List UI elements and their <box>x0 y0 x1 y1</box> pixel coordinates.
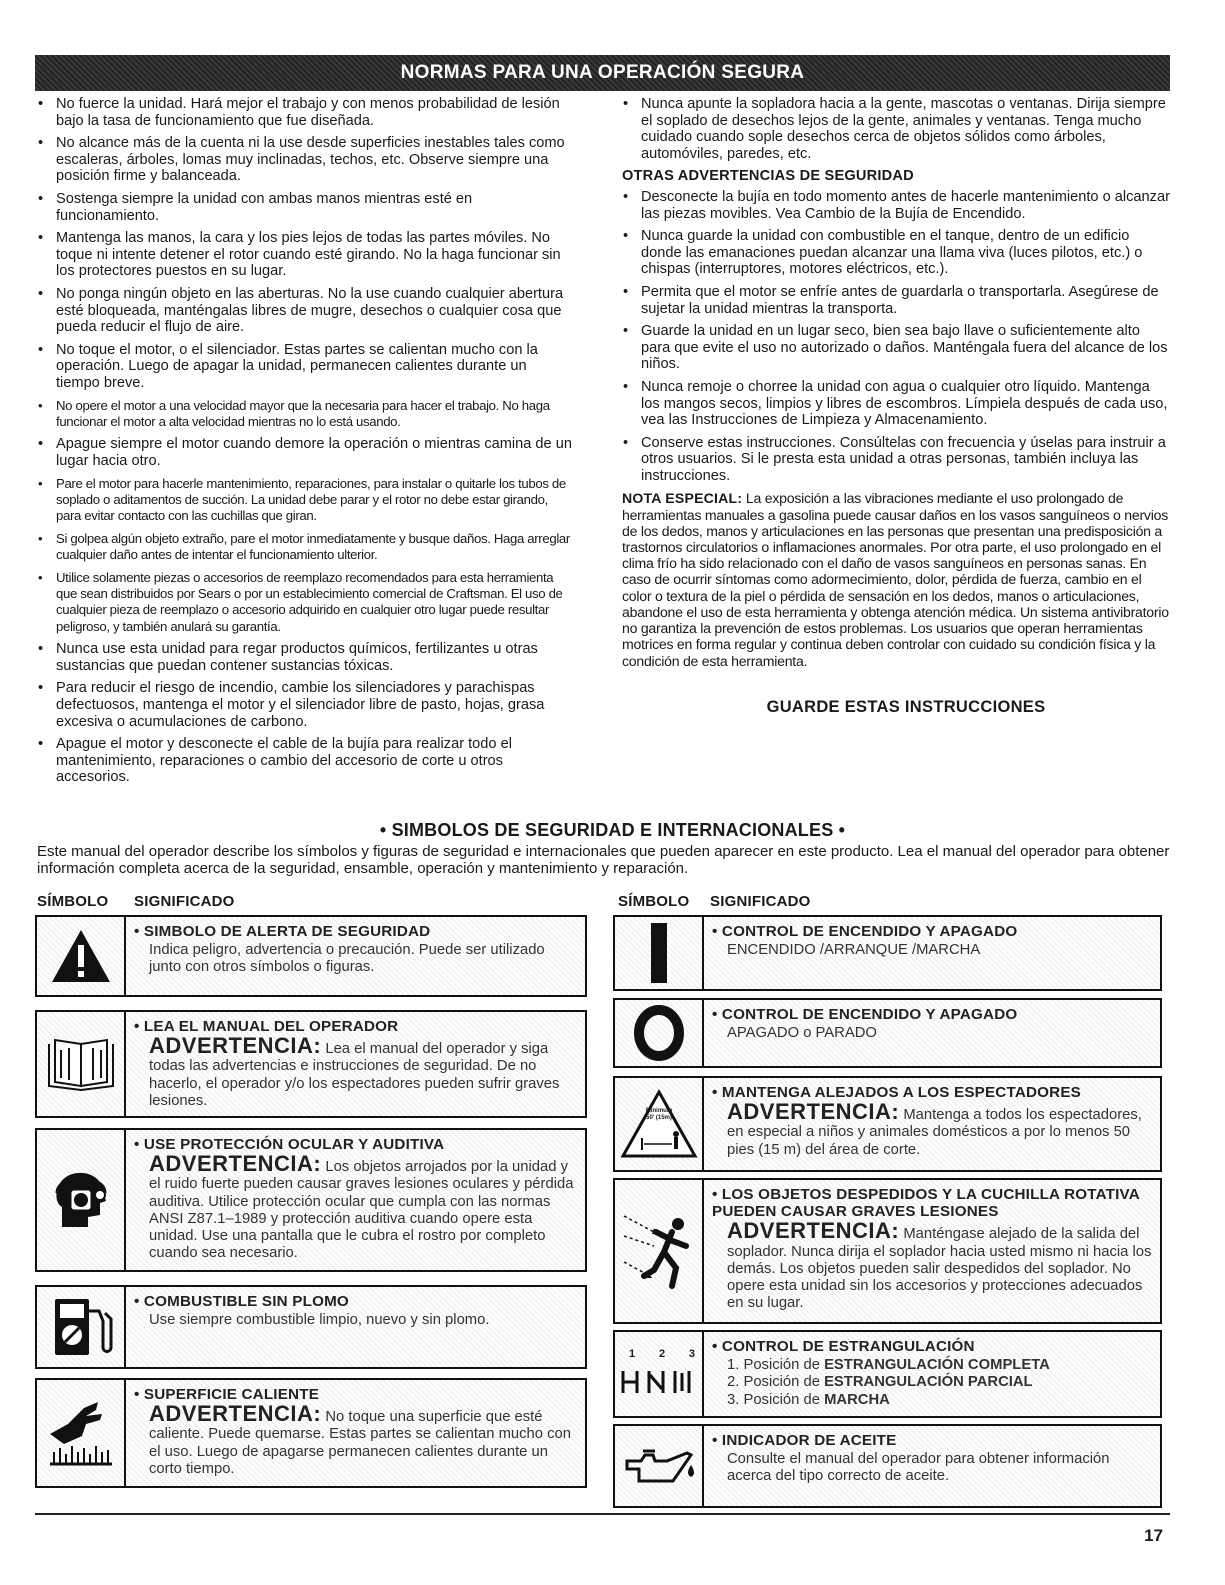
safety-rules-list <box>37 96 572 786</box>
alert-triangle-icon <box>37 917 126 995</box>
oil-can-icon <box>615 1426 704 1506</box>
bottom-divider <box>35 1513 1170 1515</box>
symbol-title: • INDICADOR DE ACEITE <box>712 1432 897 1449</box>
symbol-box-unleaded-fuel <box>35 1285 587 1369</box>
symbol-box-read-manual <box>35 1010 587 1118</box>
list-item: • Conserve estas instrucciones. Consúltelas con frecuencia y úselas para instruir a otros usuarios. Si le presta esta unidad a otras personas, también incluya las instrucciones. <box>622 435 1170 485</box>
on-switch-icon <box>615 917 704 989</box>
list-item: • Para reducir el riesgo de incendio, cambie los silenciadores y parachispas defectuosos, mantenga el motor y el silenciador libre de pasto, hojas, grasa excesiva o acumulaciones de carbono. <box>37 680 572 730</box>
symbols-intro: Este manual del operador describe los símbolos y figuras de seguridad e internacionales que pueden aparecer en este producto. Lea el manual del operador para obtener información completa acerca de la seguridad, ensamble, operación y mantenimiento y reparación. <box>37 843 1170 877</box>
choke-numbers <box>629 1348 695 1360</box>
special-note-label: NOTA ESPECIAL: <box>622 490 743 507</box>
list-item: • Nunca use esta unidad para regar productos químicos, fertilizantes u otras sustancias que puedan contener sustancias tóxicas. <box>37 641 572 674</box>
list-item: • Nunca remoje o chorree la unidad con agua o cualquier otro líquido. Mantenga los mangos secos, limpios y libres de escombros. Límpiela después de cada uso, vea las Instrucciones de Limpieza y Almacenamiento. <box>622 379 1170 429</box>
off-switch-icon <box>615 1000 704 1066</box>
save-instructions-heading: GUARDE ESTAS INSTRUCCIONES <box>766 697 1046 716</box>
symbol-description: No toque una superficie que esté caliente. Puede quemarse. Estas partes se calientan mucho con el uso. Luego de apagarse permanecen calientes durante un corto tiempo. <box>149 1409 571 1477</box>
blower-rules-list <box>622 96 1170 162</box>
list-item: • Nunca apunte la sopladora hacia a la gente, mascotas o ventanas. Dirija siempre el soplado de desechos lejos de la gente, animales y ventanas. Tenga mucho cuidado cuando sople desechos cerca de objetos sólidos como árboles, automóviles, paredes, etc. <box>622 96 1170 162</box>
symbol-description-wrap <box>134 1151 577 1262</box>
choke-position-lines <box>712 1357 1152 1409</box>
choke-line-3 <box>727 1392 1152 1409</box>
warning-label: ADVERTENCIA: <box>149 1033 322 1059</box>
hot-surface-hand-icon <box>37 1380 126 1486</box>
meaning-column-label: SIGNIFICADO <box>134 893 235 910</box>
list-item: • No alcance más de la cuenta ni la use desde superficies inestables tales como escaleras, árboles, lomas muy inclinadas, techos, etc. Observe siempre una posición firme y balanceada. <box>37 135 572 185</box>
symbol-title: • CONTROL DE ENCENDIDO Y APAGADO <box>712 923 1018 940</box>
choke-line-value: ESTRANGULACIÓN COMPLETA <box>824 1357 1050 1374</box>
list-item: • Apague siempre el motor cuando demore la operación o mientras camina de un lugar hacia otro. <box>37 436 572 469</box>
list-item: • Utilice solamente piezas o accesorios de reemplazo recomendados para esta herramienta que sean distribuidos por Sears o por un establecimiento comercial de Craftsman. El uso de cualquier pieza de reemplazo o accesorio adquirido en cualquier otro lugar puede resultar peligroso, y también anulará su garantía. <box>37 570 572 636</box>
symbol-description: APAGADO o PARADO <box>727 1025 877 1042</box>
symbol-title: • MANTENGA ALEJADOS A LOS ESPECTADORES <box>712 1084 1082 1101</box>
list-item: • Mantenga las manos, la cara y los pies lejos de todas las partes móviles. No toque ni intente detener el rotor cuando esté girando. No la haga funcionar sin los protectores puestos en su lugar. <box>37 230 572 280</box>
thrown-objects-icon <box>615 1180 704 1322</box>
choke-line-2 <box>727 1374 1152 1391</box>
choke-line-value: MARCHA <box>824 1391 890 1408</box>
symbol-description-wrap <box>134 1401 577 1478</box>
column-header-left <box>37 893 235 910</box>
choke-number: 1 <box>629 1348 636 1360</box>
column-header-right <box>618 893 811 910</box>
list-item: • Guarde la unidad en un lugar seco, bien sea bajo llave o suficientemente alto para que evite el uso no autorizado o daños. Manténgala fuera del alcance de los niños. <box>622 323 1170 373</box>
symbol-box-on-control <box>613 915 1162 991</box>
meaning-column-label: SIGNIFICADO <box>710 893 811 910</box>
list-item: • Desconecte la bujía en todo momento antes de hacerle mantenimiento o alcanzar las piezas movibles. Vea Cambio de la Bujía de Encendido. <box>622 189 1170 222</box>
symbol-column-label: SÍMBOLO <box>37 893 109 910</box>
otras-heading: OTRAS ADVERTENCIAS DE SEGURIDAD <box>622 168 914 185</box>
choke-line-prefix: 3. Posición de <box>727 1391 825 1408</box>
list-item: • Sostenga siempre la unidad con ambas manos mientras esté en funcionamiento. <box>37 191 572 224</box>
distance-label-line1: Minimum <box>645 1108 673 1114</box>
eye-ear-protection-icon <box>37 1130 126 1270</box>
symbol-description-wrap <box>712 1218 1152 1312</box>
symbol-description: Indica peligro, advertencia o precaución. Puede ser utilizado junto con otros símbolos o figuras. <box>149 942 545 976</box>
symbol-title: • COMBUSTIBLE SIN PLOMO <box>134 1293 349 1310</box>
symbol-box-eye-ear-protection <box>35 1128 587 1272</box>
distance-label-line2: 50' (15m) <box>646 1115 672 1121</box>
choke-positions-icon <box>615 1332 704 1416</box>
right-column <box>622 96 1170 715</box>
symbol-box-oil-indicator <box>613 1424 1162 1508</box>
symbol-title: • LEA EL MANUAL DEL OPERADOR <box>134 1018 399 1035</box>
choke-line-prefix: 1. Posición de <box>727 1357 825 1374</box>
list-item: • Nunca guarde la unidad con combustible en el tanque, dentro de un edificio donde las emanaciones puedan alcanzar una llama viva (luces pilotos, etc.) o chispas (interruptores, motores eléctricos, etc.). <box>622 228 1170 278</box>
symbol-description: Los objetos arrojados por la unidad y el ruido fuerte pueden causar graves lesiones oculares y pérdida auditiva. Utilice protección ocular que cumpla con las normas ANSI Z87.1–1989 y protección auditiva cuando opere esta unidad. Use una pantalla que le cubra el rostro por completo cuando sea necesario. <box>149 1159 574 1262</box>
symbol-description: ENCENDIDO /ARRANQUE /MARCHA <box>727 942 981 959</box>
symbol-title: • LOS OBJETOS DESPEDIDOS Y LA CUCHILLA ROTATIVA PUEDEN CAUSAR GRAVES LESIONES <box>712 1186 1140 1221</box>
symbol-box-keep-bystanders-away <box>613 1076 1162 1172</box>
choke-line-value: ESTRANGULACIÓN PARCIAL <box>824 1374 1033 1391</box>
list-item: • Permita que el motor se enfríe antes de guardarla o transportarla. Asegúrese de sujetar la unidad mientras la transporta. <box>622 284 1170 317</box>
symbol-box-safety-alert <box>35 915 587 997</box>
choke-number: 3 <box>688 1348 695 1360</box>
symbol-description: Consulte el manual del operador para obtener información acerca del tipo correcto de aceite. <box>727 1451 1110 1485</box>
bystander-distance-icon <box>615 1078 704 1170</box>
list-item: • No fuerce la unidad. Hará mejor el trabajo y con menos probabilidad de lesión bajo la tasa de funcionamiento que fue diseñada. <box>37 96 572 129</box>
distance-label <box>639 1108 679 1122</box>
special-note <box>622 490 1170 668</box>
list-item: • Apague el motor y desconecte el cable de la bujía para realizar todo el mantenimiento, reparaciones o cambio del accesorio de corte u otros accesorios. <box>37 736 572 786</box>
page-number: 17 <box>1144 1526 1163 1545</box>
symbol-description: Mantenga a todos los espectadores, en especial a niños y animales domésticos a por lo menos 50 pies (15 m) del área de corte. <box>727 1107 1142 1158</box>
symbol-box-off-control <box>613 998 1162 1068</box>
choke-line-1 <box>727 1357 1152 1374</box>
symbol-column-label: SÍMBOLO <box>618 893 690 910</box>
choke-line-prefix: 2. Posición de <box>727 1374 825 1391</box>
special-note-text: La exposición a las vibraciones mediante el uso prolongado de herramientas manuales a gasolina puede causar daños en los vasos sanguíneos o nervios de los dedos, manos y articulaciones en las personas que presentan una predisposición a trastornos circulatorios o inflamaciones anormales. Por otra parte, el uso prolongado en el clima frío ha sido relacionado con el daño de vasos sanguíneos en personas sanas. En caso de ocurrir síntomas como adormecimiento, dolor, pérdida de fuerza, cambio en el color o textura de la piel o pérdida de sensación en los dedos, manos o articulaciones, abandone el uso de esta herramienta y obtenga atención médica. Un sistema antivibratorio no garantiza la prevención de estos problemas. Los usuarios que operan herramientas motrices en forma regular y continua deben controlar con cuidado su condición física y la condición de esta herramienta. <box>622 490 1169 669</box>
open-book-icon <box>37 1012 126 1116</box>
symbol-title: • CONTROL DE ENCENDIDO Y APAGADO <box>712 1006 1018 1023</box>
symbols-title: • SIMBOLOS DE SEGURIDAD E INTERNACIONALES • <box>379 820 846 840</box>
list-item: • Si golpea algún objeto extraño, pare el motor inmediatamente y busque daños. Haga arreglar cualquier daño antes de intentar el funcionamiento ulterior. <box>37 531 572 564</box>
left-column <box>37 96 572 792</box>
symbol-box-choke-control <box>613 1330 1162 1418</box>
warning-label: ADVERTENCIA: <box>727 1099 900 1125</box>
symbol-title: • SUPERFICIE CALIENTE <box>134 1386 320 1403</box>
on-bar-glyph <box>651 923 667 983</box>
choke-number: 2 <box>658 1348 666 1360</box>
symbol-description: Lea el manual del operador y siga todas las advertencias e instrucciones de seguridad. De no hacerlo, el operador y/o los espectadores pueden sufrir graves lesiones. <box>149 1041 560 1109</box>
symbol-description-wrap <box>712 1099 1152 1159</box>
list-item: • No ponga ningún objeto en las aberturas. No la use cuando cualquier abertura esté bloqueada, manténgalas libres de mugre, desechos o cualquier cosa que pueda reducir el flujo de aire. <box>37 286 572 336</box>
list-item: • No opere el motor a una velocidad mayor que la necesaria para hacer el trabajo. No haga funcionar el motor a alta velocidad mientras no lo está usando. <box>37 398 572 431</box>
symbol-description-wrap <box>134 1033 577 1110</box>
symbol-title: • CONTROL DE ESTRANGULACIÓN <box>712 1338 975 1355</box>
warning-label: ADVERTENCIA: <box>149 1401 322 1427</box>
symbol-box-thrown-objects <box>613 1178 1162 1324</box>
symbol-description: Manténgase alejado de la salida del soplador. Nunca dirija el soplador hacia usted mismo ni hacia los demás. Los objetos pueden salir despedidos del soplador. No opere esta unidad sin los accesorios y protecciones adecuados en su lugar. <box>727 1226 1152 1312</box>
warning-label: ADVERTENCIA: <box>727 1218 900 1244</box>
list-item: • Pare el motor para hacerle mantenimiento, reparaciones, para instalar o quitarle los tubos de soplado o aditamentos de succión. La unidad debe parar y el rotor no debe estar girando, para evitar contacto con las cuchillas que giran. <box>37 476 572 525</box>
symbol-title: • SIMBOLO DE ALERTA DE SEGURIDAD <box>134 923 431 940</box>
symbol-box-hot-surface <box>35 1378 587 1488</box>
symbol-title: • USE PROTECCIÓN OCULAR Y AUDITIVA <box>134 1136 445 1153</box>
warning-label: ADVERTENCIA: <box>149 1151 322 1177</box>
fuel-pump-icon <box>37 1287 126 1367</box>
section-banner: NORMAS PARA UNA OPERACIÓN SEGURA <box>35 55 1170 91</box>
symbol-description: Use siempre combustible limpio, nuevo y sin plomo. <box>149 1312 490 1329</box>
other-warnings-list <box>622 189 1170 485</box>
list-item: • No toque el motor, o el silenciador. Estas partes se calientan mucho con la operación. Luego de apagar la unidad, permanecen calientes durante un tiempo breve. <box>37 342 572 392</box>
